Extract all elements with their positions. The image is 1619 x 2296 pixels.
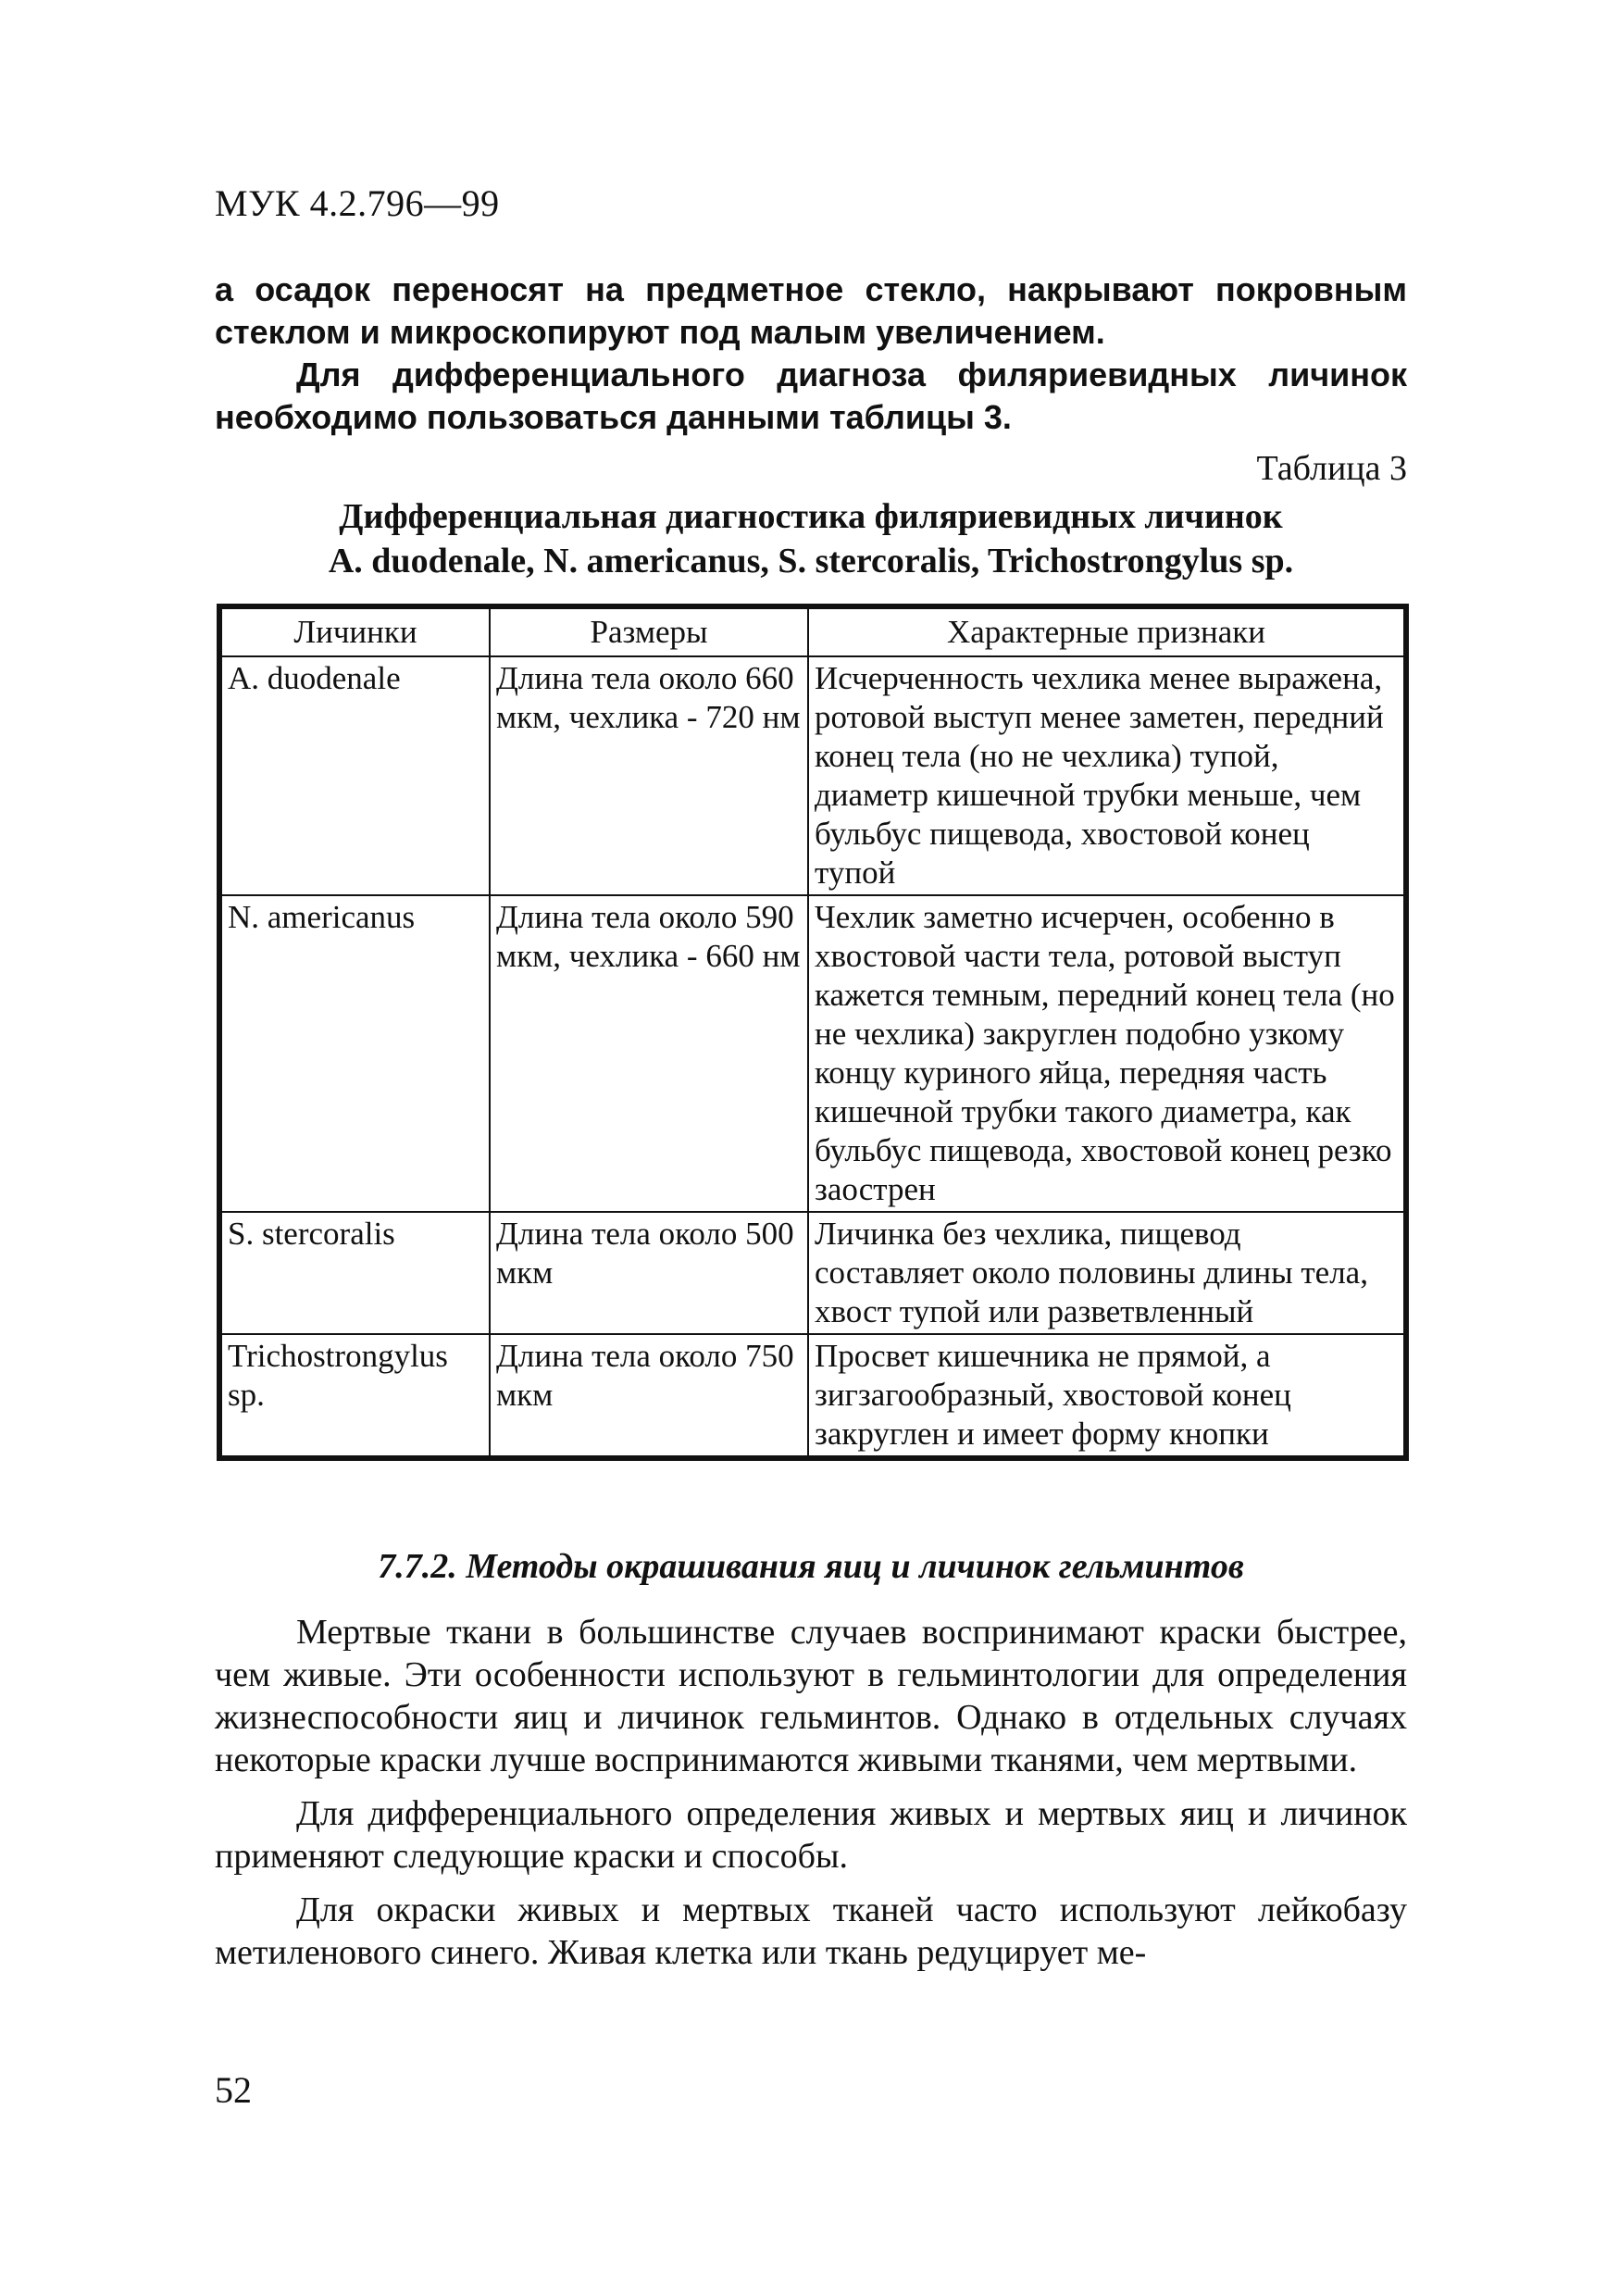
table-row — [221, 1334, 1404, 1456]
page-number: 52 — [215, 2069, 252, 2111]
cell-features: Исчерченность чехлика менее выражена, ротовой выступ менее заметен, передний конец тела (но не чехлика) тупой, диаметр кишечной трубки меньше, чем бульбус пищевода, хвостовой конец тупой — [808, 656, 1404, 895]
table-title-line-2: A. duodenale, N. americanus, S. stercoralis, Trichostrongylus sp. — [328, 542, 1294, 580]
header-size: Размеры — [490, 608, 808, 656]
diagnostic-table — [217, 604, 1409, 1461]
body-text — [215, 1611, 1407, 1974]
cell-size: Длина тела около 590 мкм, чехлика - 660 нм — [490, 895, 808, 1212]
intro-text — [215, 268, 1407, 439]
cell-size: Длина тела около 660 мкм, чехлика - 720 нм — [490, 656, 808, 895]
table-header-row — [221, 608, 1404, 656]
intro-paragraph-1: а осадок переносят на предметное стекло, накрывают покровным стеклом и микроскопируют под малым увеличением. — [215, 270, 1407, 351]
cell-features: Просвет кишечника не прямой, а зигзагообразный, хвостовой конец закруглен и имеет форму кнопки — [808, 1334, 1404, 1456]
table-row — [221, 656, 1404, 895]
table-label: Таблица 3 — [1256, 449, 1407, 488]
cell-size: Длина тела около 500 мкм — [490, 1212, 808, 1334]
intro-paragraph-2: Для дифференциального диагноза филяриевидных личинок необходимо пользоваться данными таблицы 3. — [215, 356, 1407, 436]
header-larva: Личинки — [221, 608, 490, 656]
body-paragraph-1: Мертвые ткани в большинстве случаев воспринимают краски быстрее, чем живые. Эти особенности используют в гельминтологии для определения жизнеспособности яиц и личинок гельминтов. Однако в отдельных случаях некоторые краски лучше воспринимаются живыми тканями, чем мертвыми. — [215, 1613, 1407, 1779]
header-features: Характерные признаки — [808, 608, 1404, 656]
document-header: МУК 4.2.796—99 — [215, 182, 500, 224]
cell-larva: N. americanus — [221, 895, 490, 1212]
table-title — [215, 494, 1407, 583]
body-paragraph-2: Для дифференциального определения живых и мертвых яиц и личинок применяют следующие краски и способы. — [215, 1794, 1407, 1876]
cell-size: Длина тела около 750 мкм — [490, 1334, 808, 1456]
cell-features: Чехлик заметно исчерчен, особенно в хвостовой части тела, ротовой выступ кажется темным, передний конец тела (но не чехлика) закруглен подобно узкому концу куриного яйца, передняя часть кишечной трубки такого диаметра, как бульбус пищевода, хвостовой конец резко заострен — [808, 895, 1404, 1212]
cell-features: Личинка без чехлика, пищевод составляет около половины длины тела, хвост тупой или разветвленный — [808, 1212, 1404, 1334]
table-title-line-1: Дифференциальная диагностика филяриевидных личинок — [339, 497, 1283, 536]
cell-larva: S. stercoralis — [221, 1212, 490, 1334]
table-row — [221, 1212, 1404, 1334]
table-row — [221, 895, 1404, 1212]
body-paragraph-3: Для окраски живых и мертвых тканей часто используют лейкобазу метиленового синего. Живая клетка или ткань редуцирует ме- — [215, 1890, 1407, 1972]
cell-larva: Trichostrongylus sp. — [221, 1334, 490, 1456]
cell-larva: A. duodenale — [221, 656, 490, 895]
section-title: 7.7.2. Методы окрашивания яиц и личинок гельминтов — [378, 1547, 1244, 1586]
